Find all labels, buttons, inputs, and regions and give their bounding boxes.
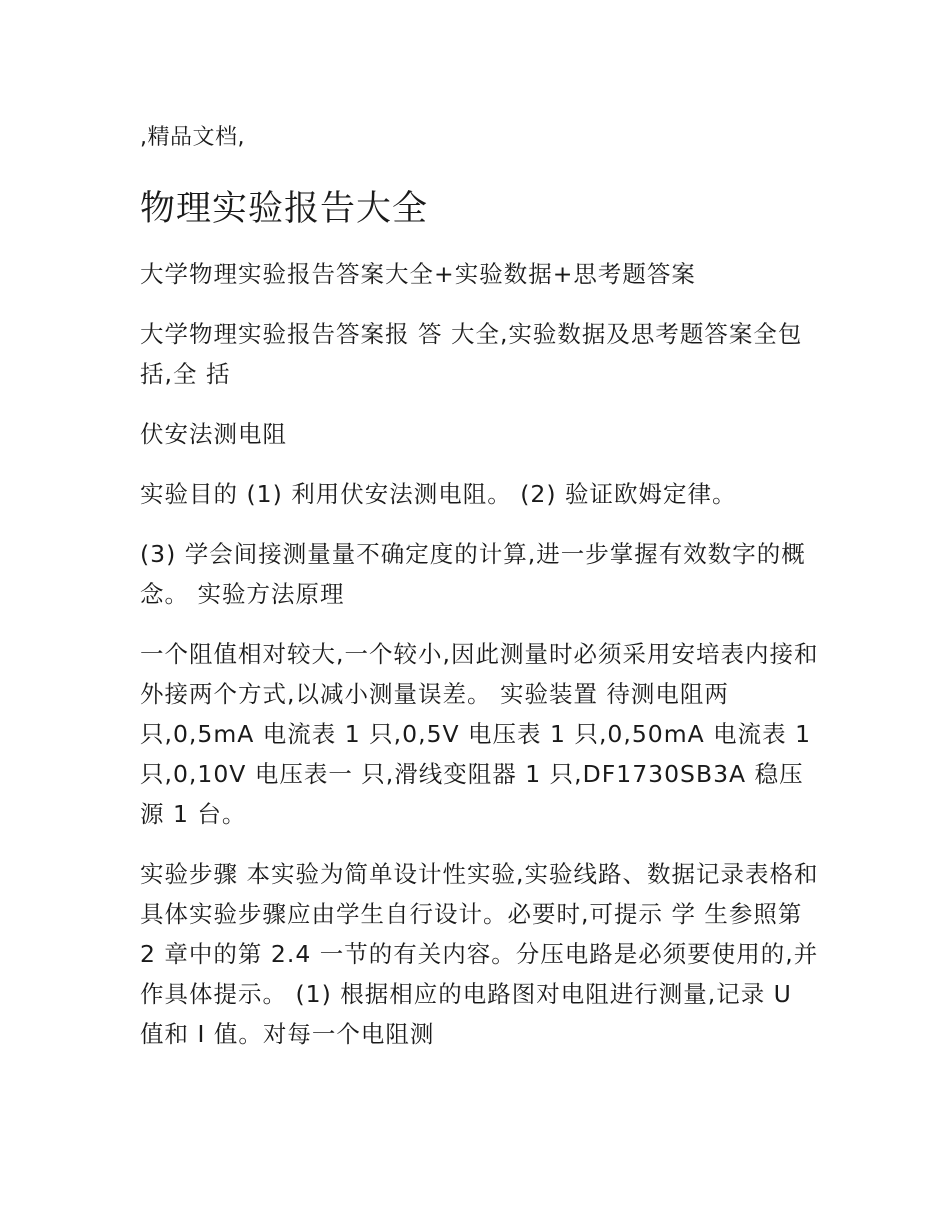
experiment-heading: 伏安法测电阻 [140,420,287,448]
principle-apparatus-paragraph: 一个阻值相对较大,一个较小,因此测量时必须采用安培表内接和外接两个方式,以减小测量误差。 实验装置 待测电阻两只,0,5mA 电流表 1 只,0,5V 电压表 1 只,0,50mA 电流表 1 只,0,10V 电压表一 只,滑线变阻器 1 只,DF1730SB3A 稳压源 1 台。 [140,640,819,828]
objective-continued-paragraph: (3) 学会间接测量量不确定度的计算,进一步掌握有效数字的概念。 实验方法原理 [140,540,806,608]
subtitle-paragraph: 大学物理实验报告答案大全+实验数据+思考题答案 [140,260,696,288]
document-body [140,118,820,1054]
procedure-paragraph: 实验步骤 本实验为简单设计性实验,实验线路、数据记录表格和具体实验步骤应由学生自行设计。必要时,可提示 学 生参照第 2 章中的第 2.4 一节的有关内容。分压电路是必须要使用的,并作具体提示。 (1) 根据相应的电路图对电阻进行测量,记录 U 值和 I 值。对每一个电阻测 [140,860,819,1048]
objective-paragraph: 实验目的 (1) 利用伏安法测电阻。 (2) 验证欧姆定律。 [140,480,737,508]
document-title: 物理实验报告大全 [140,189,429,229]
intro-paragraph: 大学物理实验报告答案报 答 大全,实验数据及思考题答案全包括,全 括 [140,320,803,388]
header-mark: ,精品文档, [140,125,245,150]
